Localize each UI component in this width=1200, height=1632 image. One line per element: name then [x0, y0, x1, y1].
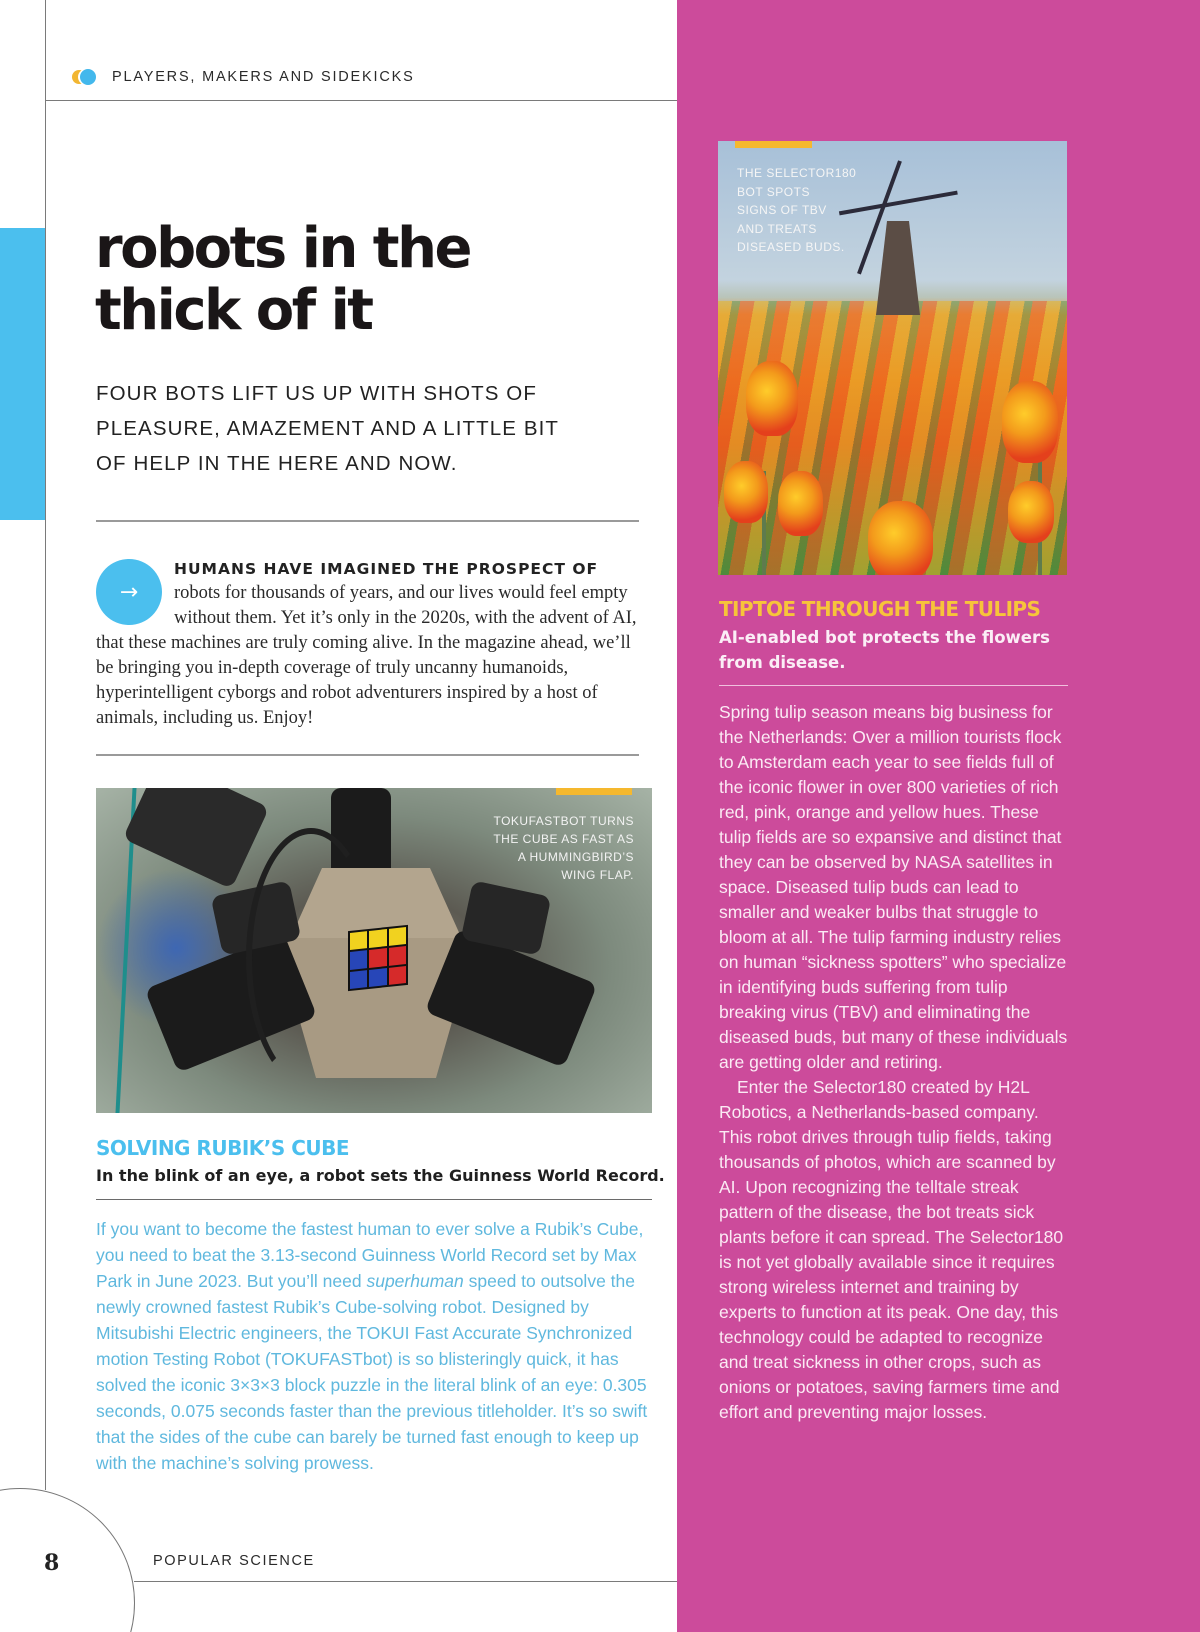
page-number: 8 [44, 1550, 60, 1576]
section-label-text: PLAYERS, MAKERS AND SIDEKICKS [112, 69, 415, 85]
left-margin-rule [45, 0, 46, 1490]
rubik-story-subtitle: In the blink of an eye, a robot sets the Guinness World Record. [96, 1166, 665, 1185]
intro-lead: HUMANS HAVE IMAGINED THE PROSPECT OF [174, 560, 599, 578]
folio-circle [0, 1488, 135, 1632]
headline-line-1: robots in the [95, 216, 470, 281]
dek-line-2: PLEASURE, AMAZEMENT AND A LITTLE BIT [96, 417, 560, 440]
divider [96, 1199, 652, 1200]
tulip-story-body [719, 700, 1074, 1425]
arrow-right-icon: → [96, 559, 162, 625]
photo-caption: THE SELECTOR180 BOT SPOTS SIGNS OF TBV AND TREATS DISEASED BUDS. [737, 166, 857, 254]
rubiks-cube-graphic [348, 925, 408, 991]
rubik-robot-photo [96, 788, 652, 1113]
footer-rule [134, 1581, 677, 1582]
caption-accent-bar [556, 788, 632, 795]
tulip-paragraph-1: Spring tulip season means big business for the Netherlands: Over a million tourists flock to Amsterdam each year to see fields full of the iconic flower in over 800 varieties of rich red, pink, orange and yellow hues. These tulip fields are so expansive and distinct that they can be observed by NASA satellites in space. Diseased tulip buds can lead to smaller and weaker bulbs that struggle to bloom at all. The tulip farming industry relies on human “sickness spotters” who specialize in identifying buds suffering from tulip breaking virus (TBV) and eliminating the diseased buds, but many of these individuals are getting older and retiring. [719, 702, 1068, 1072]
page-title [95, 218, 655, 342]
photo-caption: TOKUFASTBOT TURNS THE CUBE AS FAST AS A HUMMINGBIRD’S WING FLAP. [493, 814, 634, 882]
rubik-story-title: SOLVING RUBIK’S CUBE [96, 1136, 350, 1160]
dek [96, 376, 656, 481]
section-label [72, 69, 415, 85]
tulip-paragraph-2: Enter the Selector180 created by H2L Robotics, a Netherlands-based company. This robot drives through tulip fields, taking thousands of photos, which are scanned by AI. Upon recognizing the telltale streak pattern of the disease, the bot treats sick plants before it can spread. The Selector180 is not yet globally available since it requires strong wireless internet and training by experts to function at its peak. One day, this technology could be adapted to recognize and treat sickness in other crops, such as onions or potatoes, saving farmers time and effort and preventing major losses. [719, 1077, 1064, 1422]
dek-line-1: FOUR BOTS LIFT US UP WITH SHOTS OF [96, 382, 537, 405]
headline-line-2: thick of it [95, 278, 372, 343]
header-rule [45, 100, 677, 101]
divider [96, 754, 639, 756]
divider [719, 685, 1068, 686]
tulip-story-title: TIPTOE THROUGH THE TULIPS [719, 597, 1041, 621]
caption-accent-bar [735, 141, 812, 148]
publication-name: POPULAR SCIENCE [153, 1553, 315, 1569]
intro-body: robots for thousands of years, and our lives would feel empty without them. Yet it’s only in the 2020s, with the advent of AI, that these machines are truly coming alive. In the magazine ahead, we’ll be bringing you in-depth coverage of truly uncanny humanoids, hyperintelligent cyborgs and robot adventurers inspired by a host of animals, including us. Enjoy! [96, 583, 637, 728]
tulip-story-subtitle: AI-enabled bot protects the flowers from disease. [719, 628, 1050, 672]
blue-accent-tab [0, 228, 45, 520]
two-dots-icon [72, 69, 102, 85]
dek-line-3: OF HELP IN THE HERE AND NOW. [96, 452, 458, 475]
rubik-story-body: If you want to become the fastest human to ever solve a Rubik’s Cube, you need to beat the 3.13-second Guinness World Record set by Max Park in June 2023. But you’ll need superhuman speed to outsolve the newly crowned fastest Rubik’s Cube-solving robot. Designed by Mitsubishi Electric engineers, the TOKUI Fast Accurate Synchronized motion Testing Robot (TOKUFASTbot) is so blisteringly quick, it has solved the iconic 3×3×3 block puzzle in the literal blink of an eye: 0.305 seconds, 0.075 seconds faster than the previous titleholder. It’s so swift that the sides of the cube can barely be turned fast enough to keep up with the machine’s solving prowess. [96, 1219, 648, 1473]
divider [96, 520, 639, 522]
intro-paragraph [96, 557, 652, 731]
